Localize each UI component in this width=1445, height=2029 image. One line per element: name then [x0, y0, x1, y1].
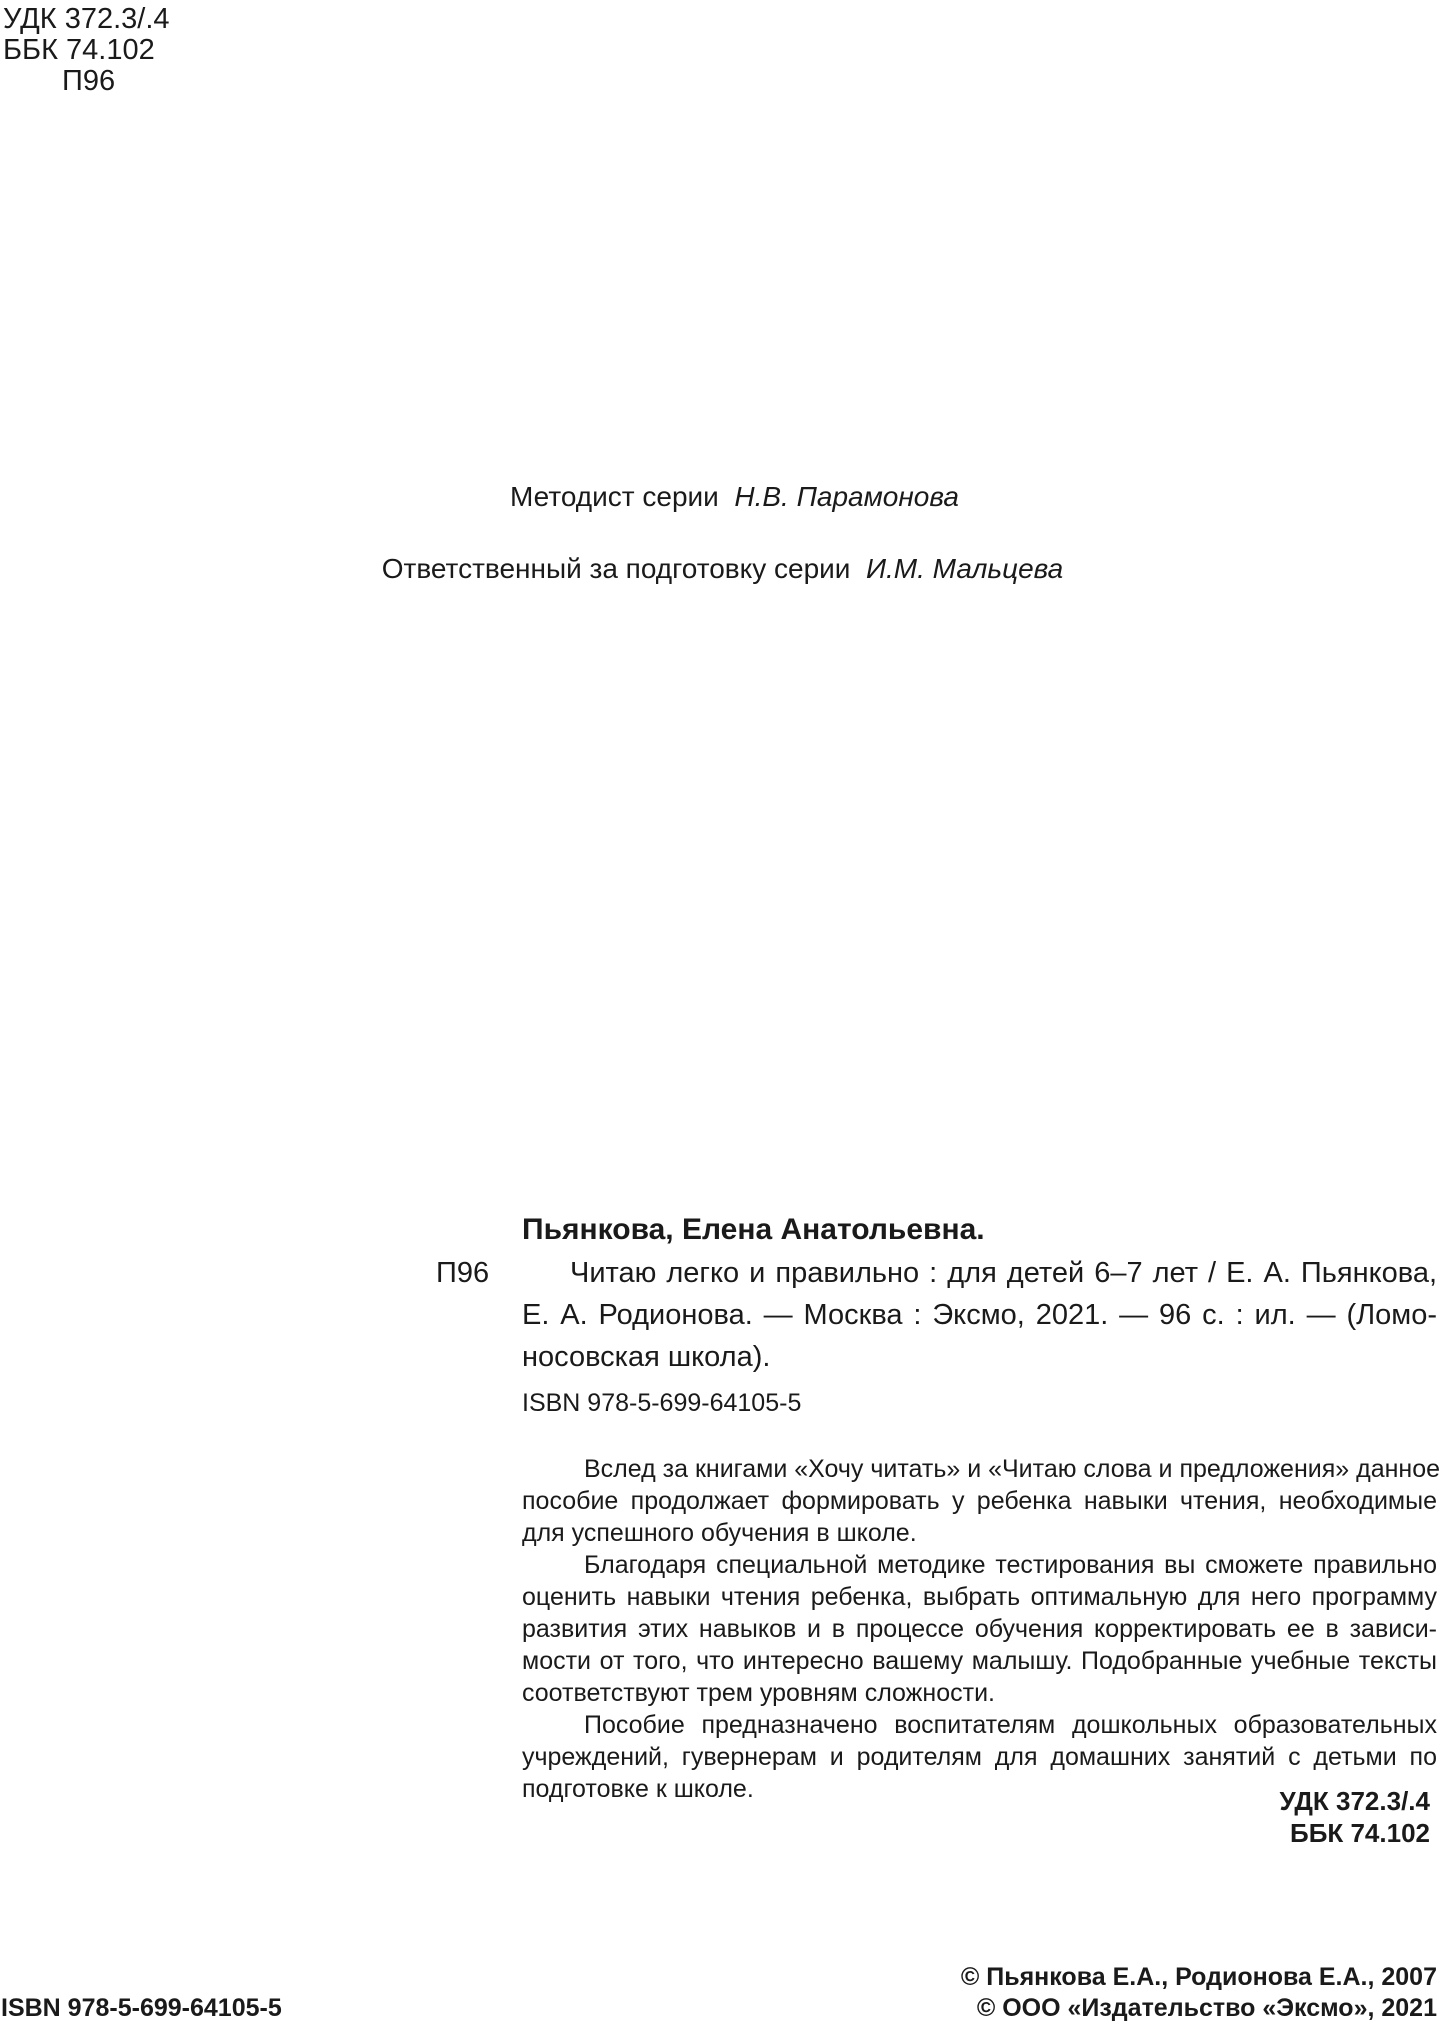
methodist-credit	[0, 481, 1445, 513]
abstract	[522, 1453, 1441, 1805]
copyright-authors: © Пьянкова Е.А., Родионова Е.А., 2007	[960, 1963, 1437, 1991]
abstract-line: развития этих навыков и в процессе обучения корректировать ее в зависи-	[522, 1615, 1437, 1643]
abstract-line: подготовке к школе.	[522, 1775, 754, 1803]
abstract-line: учреждений, гувернерам и родителям для домашних занятий с детьми по	[522, 1743, 1437, 1771]
abstract-line: пособие продолжает формировать у ребенка навыки чтения, необходимые	[522, 1487, 1437, 1515]
bbk-code-bottom: ББК 74.102	[1290, 1818, 1430, 1848]
author-heading: Пьянкова, Елена Анатольевна.	[522, 1213, 985, 1246]
abstract-line: Пособие предназначено воспитателям дошкольных образовательных	[584, 1711, 1437, 1739]
abstract-line: оценить навыки чтения ребенка, выбрать оптимальную для него программу	[522, 1583, 1437, 1611]
udk-code-bottom: УДК 372.3/.4	[1279, 1786, 1430, 1816]
responsible-label: Ответственный за подготовку серии	[381, 553, 851, 584]
abstract-line: соответствуют трем уровням сложности.	[522, 1679, 995, 1707]
methodist-label: Методист серии	[510, 481, 719, 512]
bibliographic-description	[522, 1252, 1437, 1378]
bib-line: носовская школа).	[522, 1341, 771, 1373]
responsible-credit	[0, 553, 1445, 585]
bbk-code-top: ББК 74.102	[3, 34, 155, 66]
abstract-line: Благодаря специальной методике тестирования вы сможете правильно	[584, 1551, 1437, 1579]
author-mark-top: П96	[62, 65, 116, 97]
methodist-name: Н.В. Парамонова	[734, 481, 959, 512]
udk-code-top: УДК 372.3/.4	[3, 3, 170, 35]
abstract-line: мости от того, что интересно вашему малышу. Подобранные учебные тексты	[522, 1647, 1437, 1675]
abstract-line: для успешного обучения в школе.	[522, 1519, 917, 1547]
isbn-record: ISBN 978-5-699-64105-5	[522, 1389, 802, 1417]
bib-line: Читаю легко и правильно : для детей 6–7 лет / Е. А. Пьянкова,	[570, 1257, 1437, 1289]
bib-line: Е. А. Родионова. — Москва : Эксмо, 2021. — 96 с. : ил. — (Ломо-	[522, 1299, 1437, 1331]
footer-isbn: ISBN 978-5-699-64105-5	[1, 1994, 282, 2022]
copyright-publisher: © ООО «Издательство «Эксмо», 2021	[976, 1994, 1437, 2022]
abstract-line: Вслед за книгами «Хочу читать» и «Читаю слова и предложения» данное	[584, 1455, 1441, 1483]
author-mark: П96	[436, 1257, 490, 1289]
responsible-name: И.М. Мальцева	[865, 553, 1064, 584]
